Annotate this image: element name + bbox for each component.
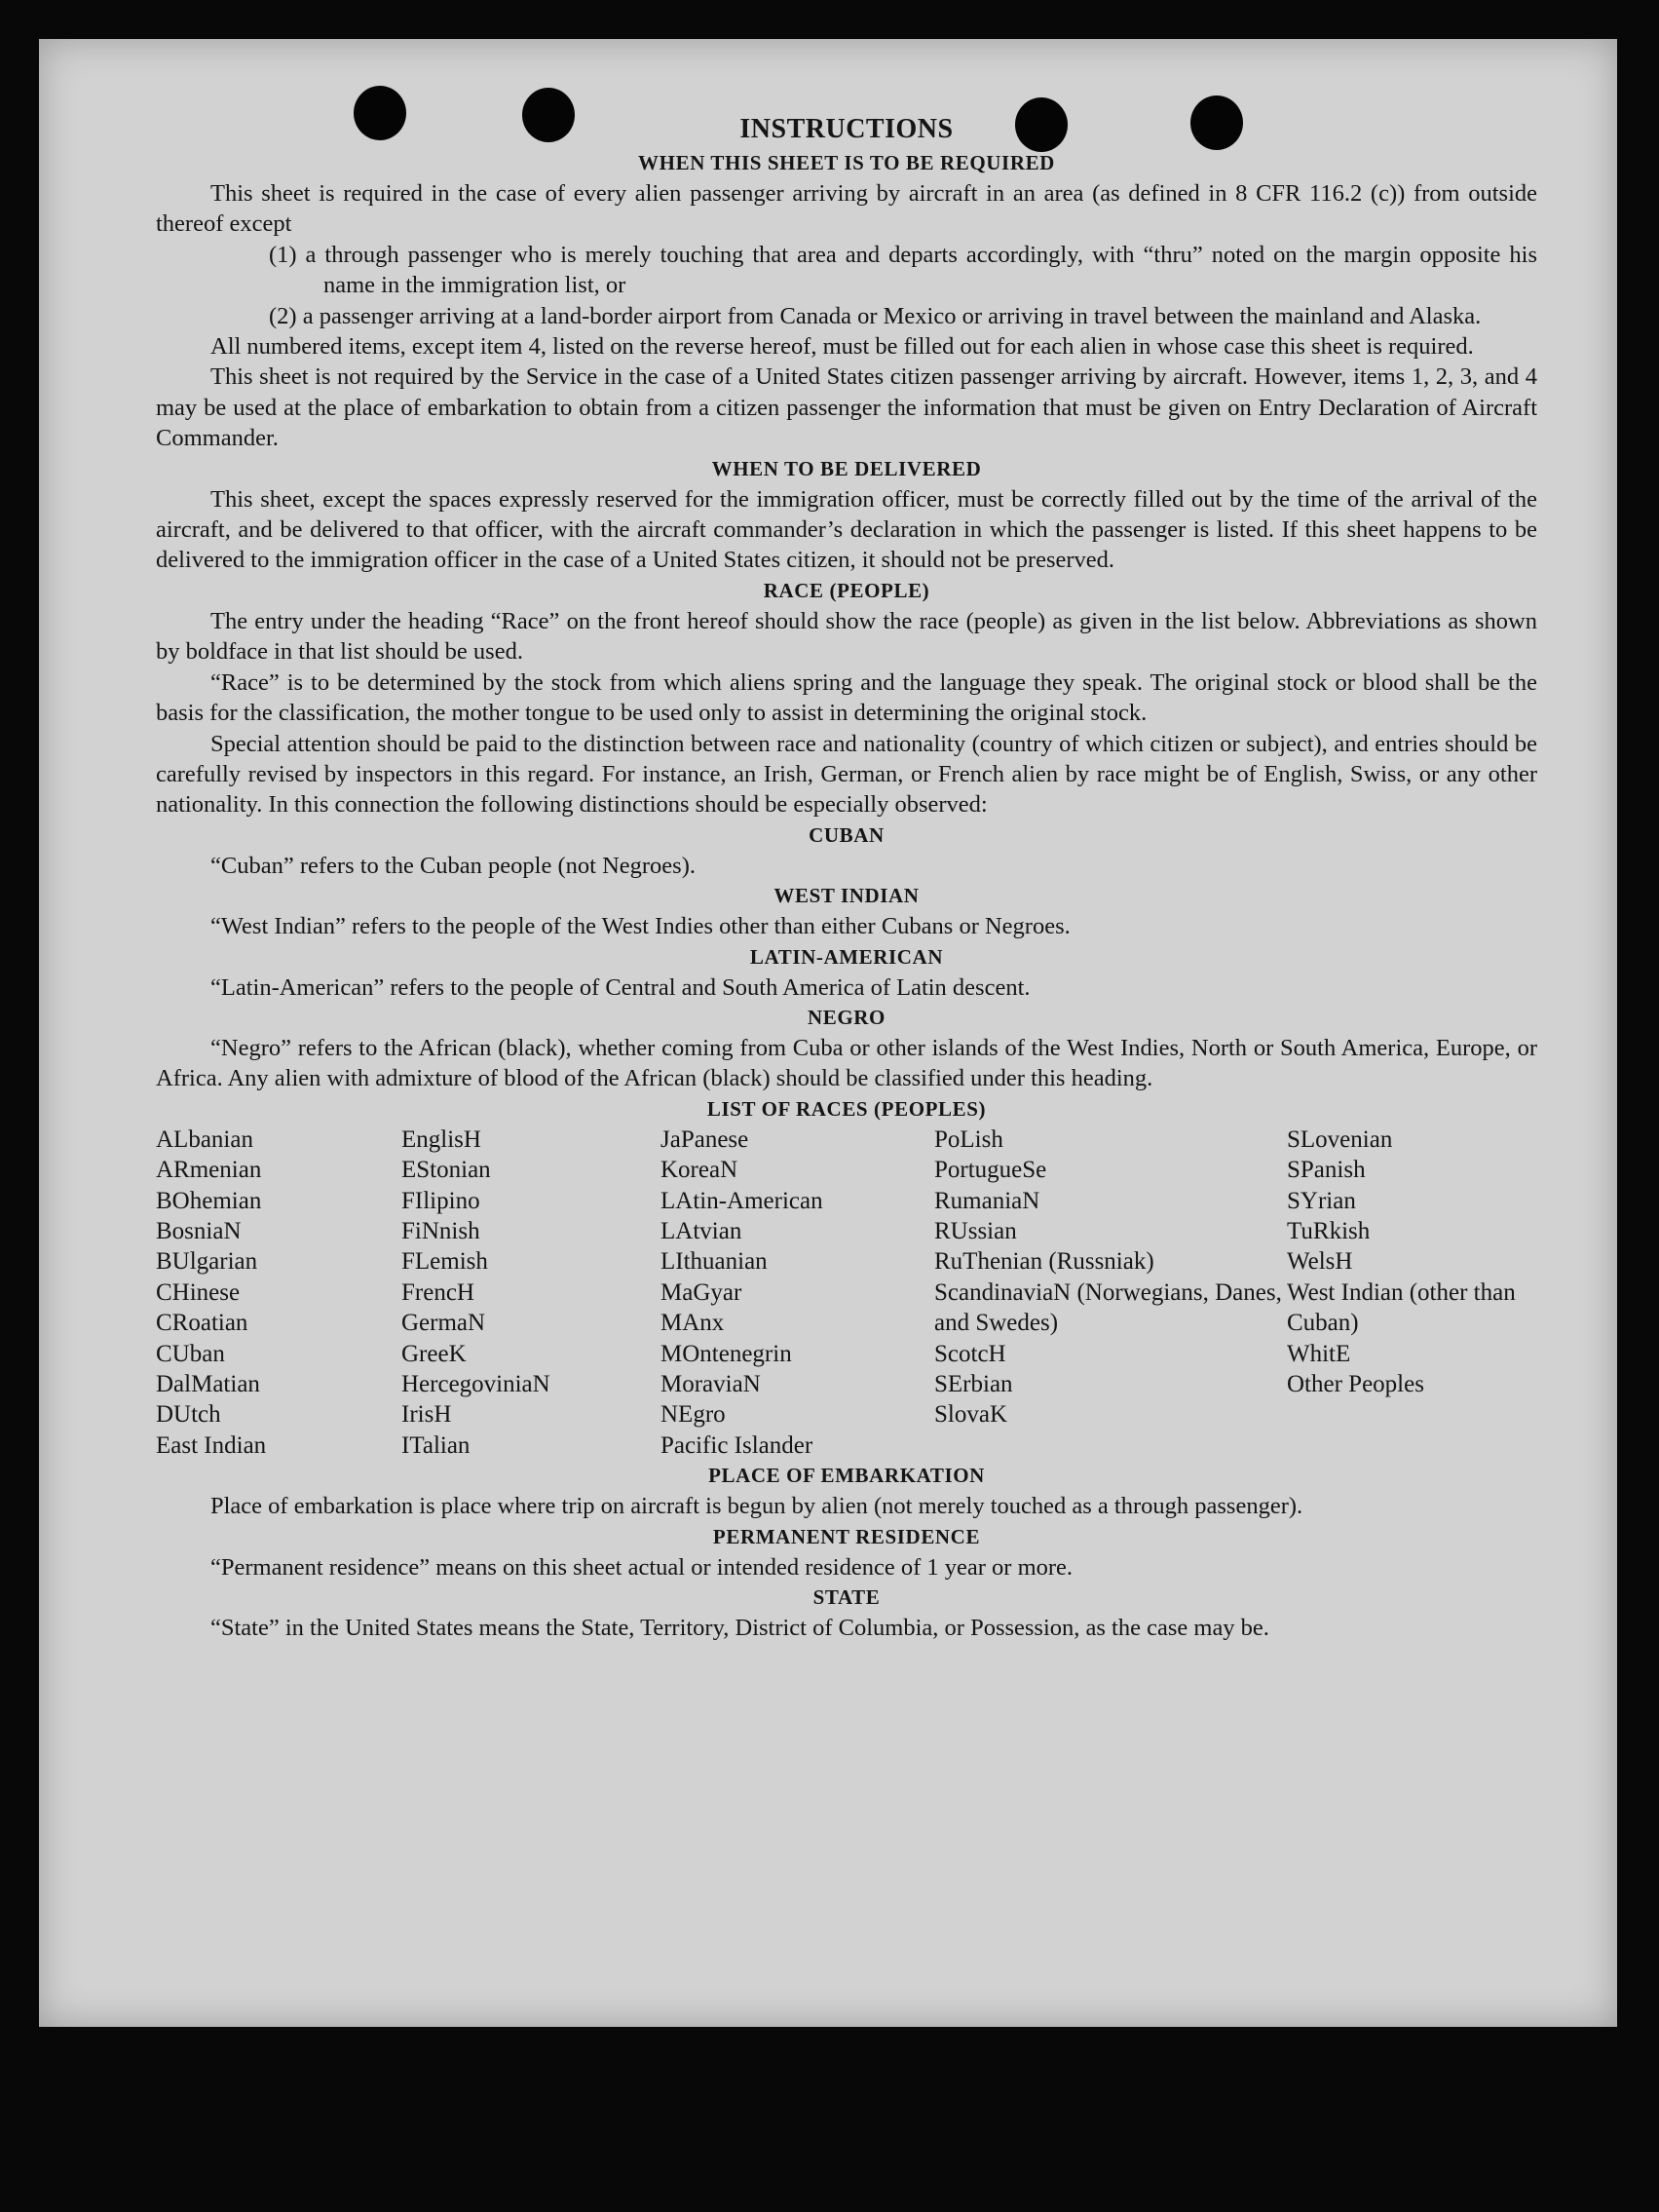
section-heading-required: WHEN THIS SHEET IS TO BE REQUIRED [638, 151, 1055, 174]
race-list-item: ARmenian [156, 1157, 262, 1184]
section-heading-embarkation: PLACE OF EMBARKATION [708, 1464, 985, 1488]
race-list-item: WelsH [1287, 1248, 1353, 1276]
paragraph: “Permanent residence” means on this sheet actual or intended residence of 1 year or more. [210, 1553, 1074, 1581]
race-list-item: FIlipino [401, 1187, 480, 1214]
race-list-item: East Indian [156, 1431, 267, 1459]
race-list-item: FiNnish [401, 1217, 480, 1244]
race-list-item: EStonian [401, 1157, 491, 1184]
paragraph: “West Indian” refers to the people of the West Indies other than either Cubans or Negroes. [210, 913, 1071, 940]
list-item: (2) a passenger arriving at a land-border airport from Canada or Mexico or arriving in travel between the mainland and Alaska. [269, 302, 1482, 329]
race-list-item: LIthuanian [660, 1248, 768, 1276]
race-list-item: West Indian (other than Cuban) [1287, 1278, 1516, 1337]
race-list-item: HercegoviniaN [401, 1371, 550, 1397]
race-list-item: Other Peoples [1287, 1371, 1424, 1397]
paragraph: “Negro” refers to the African (black), whether coming from Cuba or other islands of the West Indies, North or South America, Europe, or Africa. Any alien with admixture of blood of the African (black) should be classified under this heading. [156, 1034, 1537, 1092]
race-list-item: JaPanese [660, 1125, 749, 1153]
section-heading-latin-american: LATIN-AMERICAN [749, 944, 944, 969]
race-list-item: TuRkish [1287, 1217, 1371, 1244]
race-list-item: BUlgarian [156, 1248, 258, 1276]
paragraph: “State” in the United States means the State, Territory, District of Columbia, or Possession, as the case may be. [210, 1615, 1269, 1642]
section-heading-state: STATE [812, 1585, 881, 1610]
list-item: (1) a through passenger who is merely touching that area and departs accordingly, with “thru” noted on the margin opposite his name in the immigration list, or [269, 241, 1537, 299]
race-list-item: ScandinaviaN (Norwegians, Danes, and Swedes) [934, 1278, 1282, 1337]
race-list-item: SlovaK [934, 1401, 1007, 1429]
race-list-item: PoLish [934, 1125, 1003, 1153]
race-list-item: DalMatian [156, 1371, 260, 1397]
race-list-item: ALbanian [156, 1125, 253, 1153]
race-list-item: IrisH [401, 1401, 452, 1429]
race-list-item: WhitE [1287, 1340, 1351, 1367]
race-list-item: GreeK [401, 1340, 467, 1367]
paragraph: “Latin-American” refers to the people of Central and South America of Latin descent. [210, 973, 1031, 1001]
race-list-item: BosniaN [156, 1217, 242, 1244]
race-list-item: ITalian [401, 1431, 471, 1459]
instructions-content [156, 111, 1537, 1643]
race-list-item: MOntenegrin [660, 1340, 792, 1367]
race-list-item: SPanish [1287, 1157, 1366, 1184]
race-list-item: CRoatian [156, 1310, 248, 1337]
race-list-item: SLovenian [1287, 1125, 1393, 1153]
race-list-item: EnglisH [401, 1125, 481, 1153]
section-heading-negro: NEGRO [807, 1005, 886, 1029]
race-list-item: SErbian [934, 1371, 1013, 1397]
section-heading-cuban: CUBAN [809, 822, 885, 847]
race-column-2 [401, 1125, 660, 1461]
paragraph: “Cuban” refers to the Cuban people (not Negroes). [210, 852, 696, 879]
race-list-item: LAtvian [660, 1217, 742, 1244]
race-list-item: PortugueSe [934, 1157, 1047, 1184]
paragraph: “Race” is to be determined by the stock from which aliens spring and the language they speak. The original stock or blood shall be the basis for the classification, the mother tongue to be used only to assist in determining the original stock. [156, 668, 1537, 727]
race-list-item: Pacific Islander [660, 1431, 813, 1459]
race-list-item: GermaN [401, 1310, 486, 1337]
race-list-item: RUssian [934, 1217, 1017, 1244]
paragraph: Special attention should be paid to the distinction between race and nationality (country of which citizen or subject), and entries should be carefully revised by inspectors in this regard. For instance, an Irish, German, or French alien by race might be of English, Swiss, or any other nationality. In this connection the following distinctions should be especially observed: [156, 730, 1537, 819]
race-column-3 [660, 1125, 934, 1461]
race-list-item: LAtin-American [660, 1187, 823, 1214]
race-column-4 [934, 1125, 1287, 1461]
race-list [156, 1125, 1537, 1461]
section-heading-west-indian: WEST INDIAN [773, 884, 920, 908]
race-list-item: BOhemian [156, 1187, 262, 1214]
paragraph: This sheet is required in the case of every alien passenger arriving by aircraft in an area (as defined in 8 CFR 116.2 (c)) from outside thereof except [156, 180, 1537, 238]
section-heading-residence: PERMANENT RESIDENCE [712, 1524, 981, 1548]
race-list-item: RuThenian (Russniak) [934, 1248, 1154, 1276]
document-title: INSTRUCTIONS [739, 114, 954, 144]
paragraph: This sheet, except the spaces expressly reserved for the immigration officer, must be correctly filled out by the time of the arrival of the aircraft, and be delivered to that officer, with the aircraft commander’s declaration in which the passenger is listed. If this sheet happens to be delivered to the immigration officer in the case of a United States citizen, it should not be preserved. [156, 485, 1537, 574]
race-list-item: DUtch [156, 1401, 221, 1429]
document-sheet [39, 39, 1617, 2027]
paragraph: The entry under the heading “Race” on the front hereof should show the race (people) as given in the list below. Abbreviations as shown by boldface in that list should be used. [156, 607, 1537, 666]
section-heading-delivered: WHEN TO BE DELIVERED [711, 456, 982, 480]
race-list-item: CHinese [156, 1278, 241, 1306]
section-heading-race: RACE (PEOPLE) [763, 578, 930, 602]
paragraph: Place of embarkation is place where trip on aircraft is begun by alien (not merely touched as a through passenger). [210, 1493, 1303, 1520]
paragraph: All numbered items, except item 4, listed on the reverse hereof, must be filled out for each alien in whose case this sheet is required. [210, 333, 1474, 361]
race-list-item: MoraviaN [660, 1371, 761, 1397]
paragraph: This sheet is not required by the Service in the case of a United States citizen passenger arriving by aircraft. However, items 1, 2, 3, and 4 may be used at the place of embarkation to obtain from a citizen passenger the information that must be given on Entry Declaration of Aircraft Commander. [156, 363, 1537, 452]
race-list-item: FrencH [401, 1278, 474, 1306]
race-list-item: CUban [156, 1340, 225, 1367]
race-column-5 [1287, 1125, 1537, 1461]
section-heading-list-of-races: LIST OF RACES (PEOPLES) [706, 1096, 987, 1121]
race-list-item: SYrian [1287, 1187, 1356, 1214]
race-list-item: NEgro [660, 1401, 726, 1429]
race-list-item: FLemish [401, 1248, 488, 1276]
race-list-item: ScotcH [934, 1340, 1006, 1367]
race-list-item: MAnx [660, 1310, 725, 1337]
race-list-item: KoreaN [660, 1157, 738, 1184]
race-column-1 [156, 1125, 401, 1461]
race-list-item: MaGyar [660, 1278, 742, 1306]
race-list-item: RumaniaN [934, 1187, 1040, 1214]
